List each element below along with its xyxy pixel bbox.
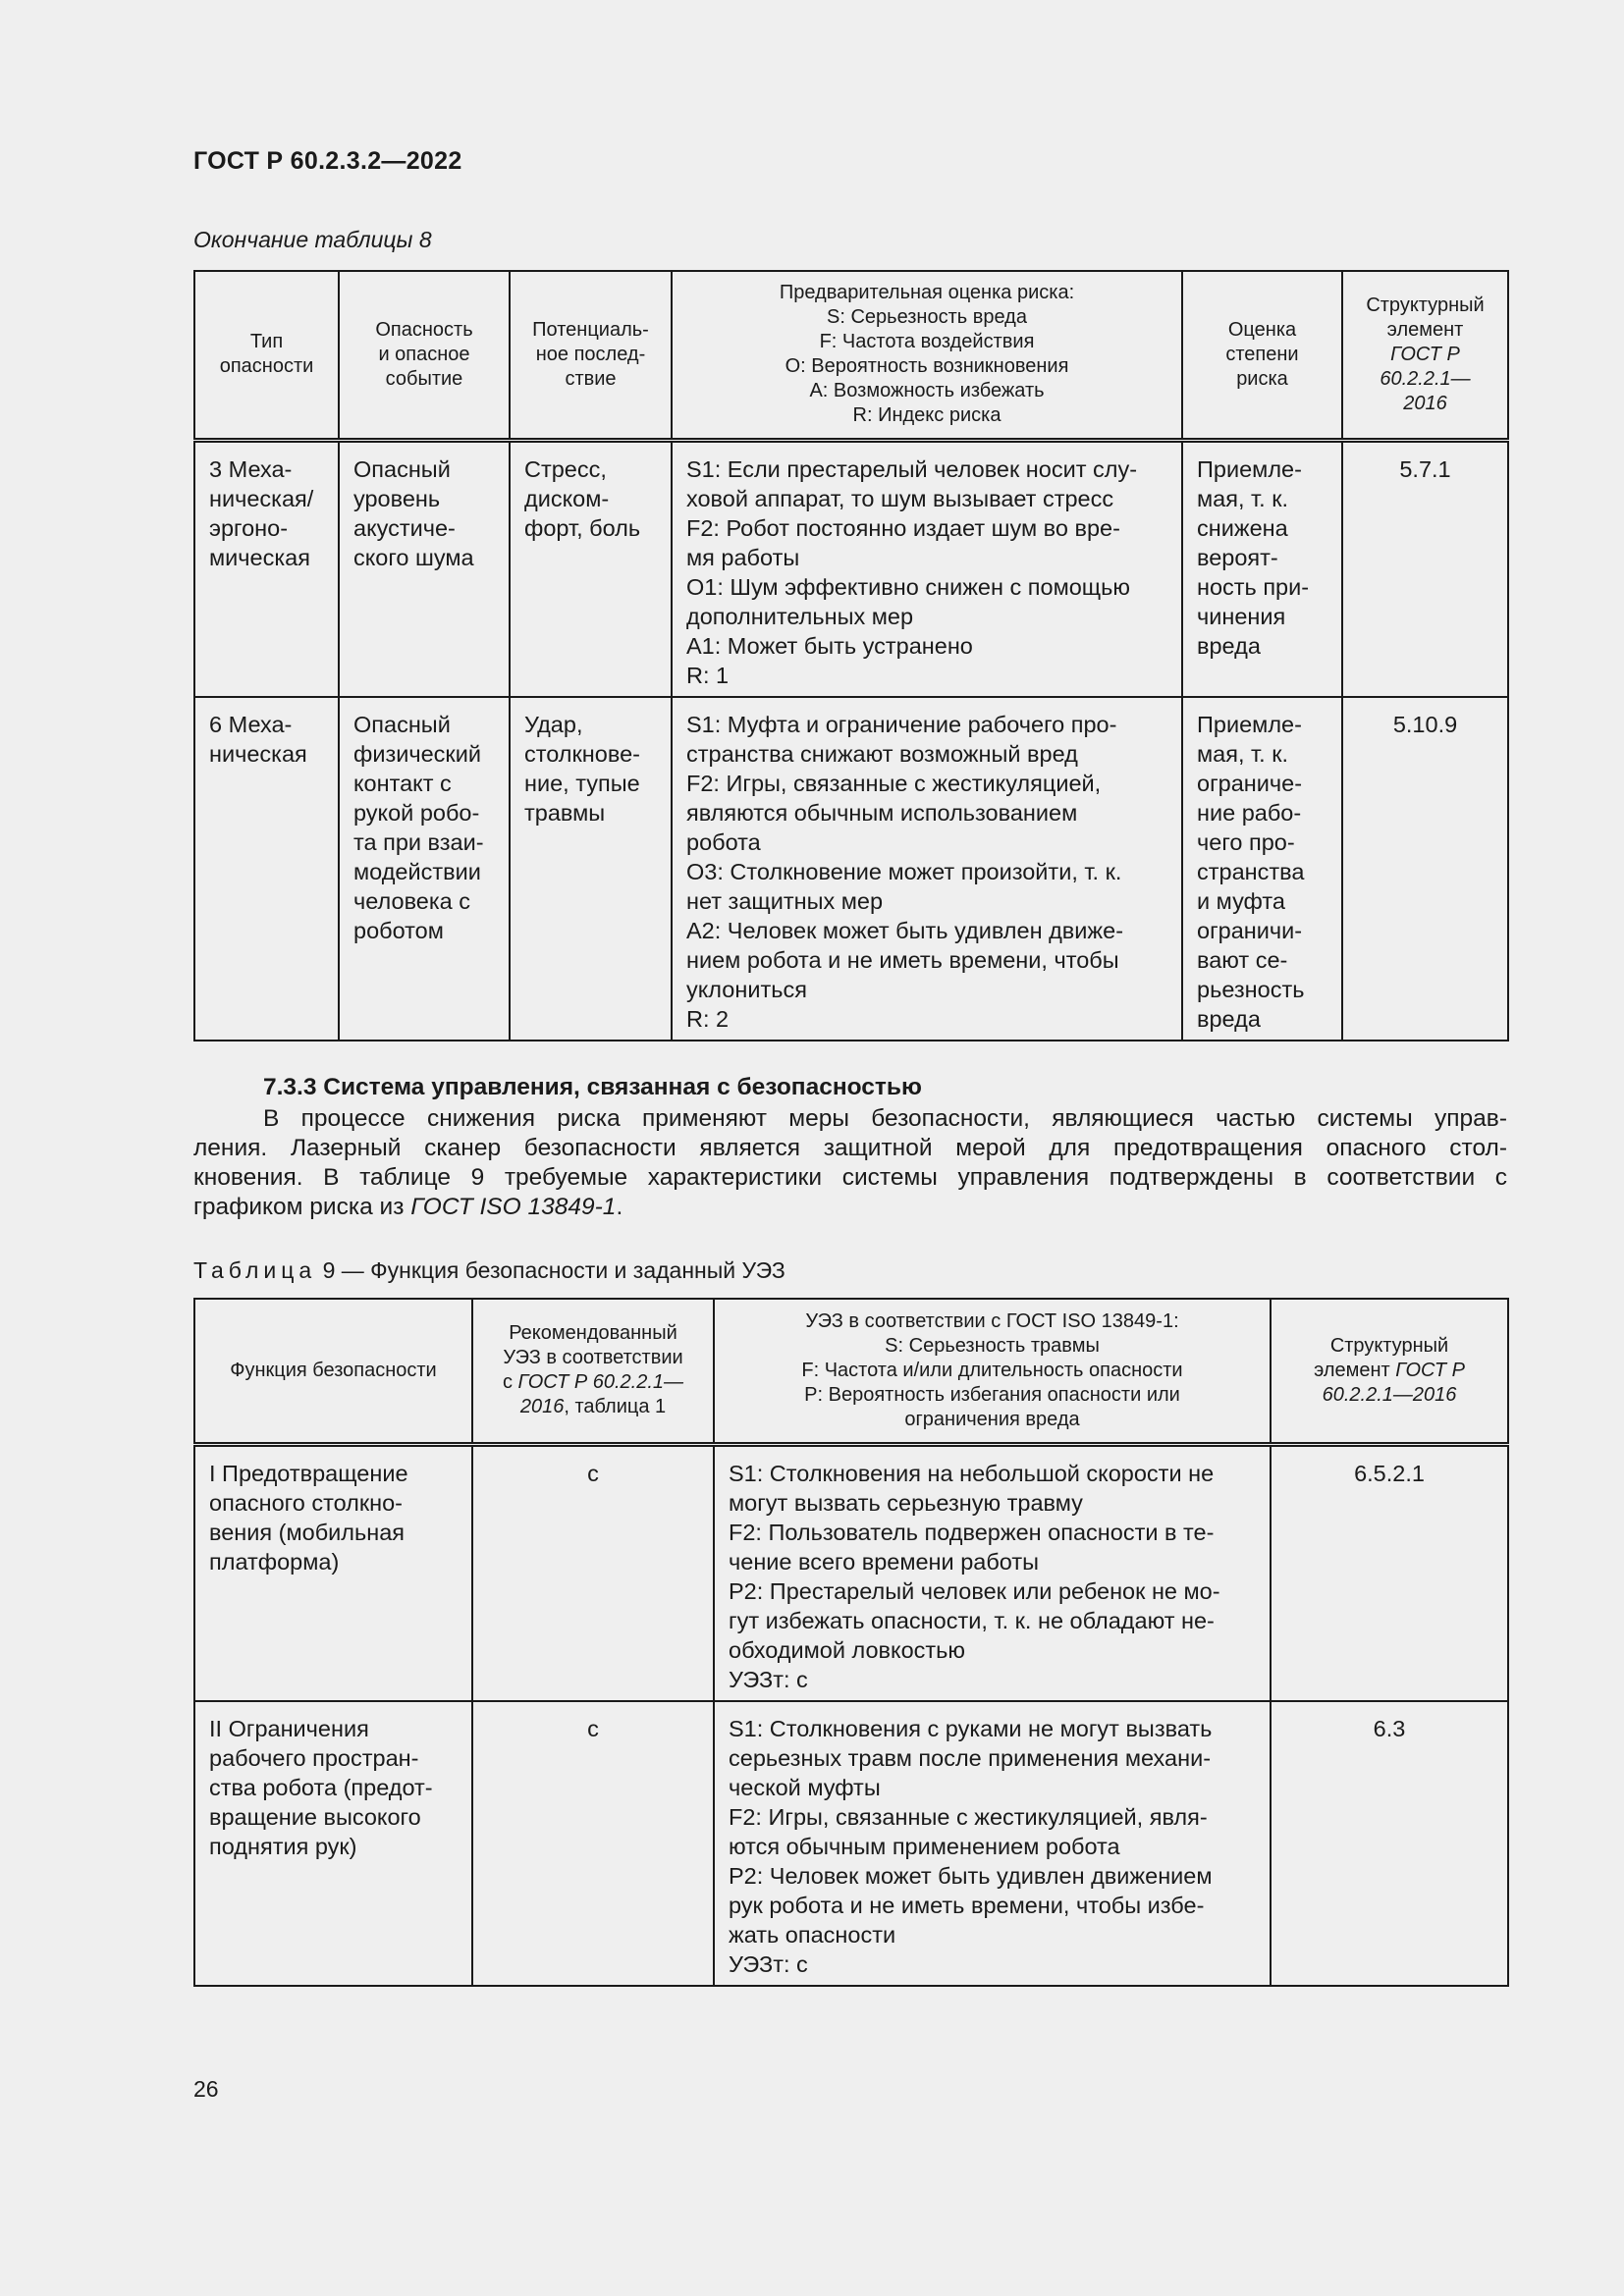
standard-header: ГОСТ Р 60.2.3.2—2022 bbox=[193, 147, 462, 175]
cell-line: вреда bbox=[1197, 1006, 1261, 1032]
assessment-cell bbox=[672, 697, 1182, 1041]
cell-line: рукой робо- bbox=[353, 800, 480, 826]
cell-line: мя работы bbox=[686, 544, 800, 570]
safety-function-cell bbox=[194, 1701, 472, 1986]
cell-line: чение всего времени работы bbox=[729, 1548, 1039, 1575]
cell-line: I Предотвращение bbox=[209, 1460, 408, 1486]
cell-line: дополнительных мер bbox=[686, 603, 914, 629]
header-line: S: Серьезность травмы bbox=[885, 1334, 1100, 1357]
recommended-pl-cell: c bbox=[472, 1701, 714, 1986]
table9-header-clause bbox=[1271, 1299, 1508, 1444]
cell-line: вращение высокого bbox=[209, 1804, 421, 1830]
cell-line: чинения bbox=[1197, 603, 1286, 629]
table-9 bbox=[193, 1298, 1509, 1987]
cell-line: мая, т. к. bbox=[1197, 741, 1289, 767]
cell-line: ние рабо- bbox=[1197, 800, 1302, 826]
cell-line: рьезность bbox=[1197, 977, 1305, 1002]
cell-line: могут вызвать серьезную травму bbox=[729, 1489, 1083, 1516]
cell-line: F2: Игры, связанные с жестикуляцией, явля- bbox=[729, 1804, 1208, 1830]
header-line: событие bbox=[385, 367, 463, 390]
cell-line: УЭЗт: c bbox=[729, 1951, 808, 1977]
header-line: элемент bbox=[1386, 318, 1464, 341]
cell-line: опасного столкно- bbox=[209, 1489, 403, 1516]
cell-line: модействии bbox=[353, 859, 481, 884]
header-line: O: Вероятность возникновения bbox=[785, 355, 1069, 378]
page-number: 26 bbox=[193, 2076, 219, 2102]
header-line bbox=[483, 1321, 703, 1346]
header-line-plain: Рекомендованный bbox=[509, 1322, 677, 1345]
header-line: Структурный bbox=[1366, 294, 1485, 316]
header-line-plain: , таблица 1 bbox=[564, 1396, 667, 1418]
table9-header-recommended-pl bbox=[472, 1299, 714, 1444]
cell-line: УЭЗт: c bbox=[729, 1666, 808, 1692]
header-line-italic: ГОСТ Р bbox=[1395, 1359, 1465, 1381]
table9-header-safety-function bbox=[194, 1299, 472, 1444]
cell-line: S1: Столкновения на небольшой скорости не bbox=[729, 1460, 1215, 1486]
section-heading: 7.3.3 Система управления, связанная с безопасностью bbox=[263, 1074, 922, 1100]
table8-header-consequence bbox=[510, 271, 672, 440]
paragraph-line: ления. Лазерный сканер безопасности является защитной мерой для предотвращения опасного стол- bbox=[193, 1135, 1507, 1161]
header-line bbox=[1281, 1359, 1497, 1383]
paragraph-last-line bbox=[193, 1193, 1507, 1222]
section-paragraph bbox=[193, 1104, 1507, 1222]
cell-line: уклониться bbox=[686, 977, 807, 1002]
header-line: ограничения вреда bbox=[904, 1408, 1080, 1430]
cell-line: поднятия рук) bbox=[209, 1834, 357, 1859]
cell-line: являются обычным использованием bbox=[686, 800, 1078, 826]
header-line: опасности bbox=[219, 355, 314, 378]
cell-line: A1: Может быть устранено bbox=[686, 632, 973, 659]
header-line: степени bbox=[1225, 343, 1299, 365]
header-line: риска bbox=[1236, 367, 1288, 390]
hazard-event-cell bbox=[339, 440, 510, 697]
safety-function-cell bbox=[194, 1444, 472, 1701]
table9-caption-text: 9 — Функция безопасности и заданный УЭЗ bbox=[316, 1257, 785, 1283]
table8-header-hazard-type bbox=[194, 271, 339, 440]
header-line: P: Вероятность избегания опасности или bbox=[804, 1383, 1180, 1406]
header-line: Потенциаль- bbox=[532, 318, 649, 341]
cell-line: A2: Человек может быть удивлен движе- bbox=[686, 918, 1124, 943]
cell-line: R: 2 bbox=[686, 1006, 730, 1032]
header-line-italic: 60.2.2.1—2016 bbox=[1322, 1383, 1457, 1406]
cell-line: чего про- bbox=[1197, 829, 1295, 855]
cell-line: форт, боль bbox=[524, 514, 641, 541]
cell-line: та при взаи- bbox=[353, 829, 484, 855]
cell-line: Приемле- bbox=[1197, 712, 1302, 737]
cell-line: робота bbox=[686, 829, 761, 855]
hazard-type-cell bbox=[194, 697, 339, 1041]
risk-estimate-cell bbox=[1182, 697, 1342, 1041]
header-line: УЭЗ в соответствии с ГОСТ ISO 13849-1: bbox=[805, 1309, 1179, 1332]
header-line: ствие bbox=[565, 367, 617, 390]
table8-header-risk-estimate bbox=[1182, 271, 1342, 440]
consequence-cell bbox=[510, 697, 672, 1041]
cell-line: акустиче- bbox=[353, 514, 456, 541]
clause-cell: 6.3 bbox=[1271, 1701, 1508, 1986]
cell-line: гут избежать опасности, т. к. не обладают не- bbox=[729, 1607, 1215, 1633]
header-line-plain: с bbox=[502, 1371, 518, 1394]
table9-caption-label: Таблица bbox=[193, 1257, 317, 1283]
cell-line: Удар, bbox=[524, 712, 583, 737]
cell-line: рук робота и не иметь времени, чтобы избе- bbox=[729, 1893, 1205, 1918]
cell-line: серьезных травм после применения механи- bbox=[729, 1745, 1212, 1771]
clause-cell: 6.5.2.1 bbox=[1271, 1444, 1508, 1701]
cell-line: ограничи- bbox=[1197, 918, 1303, 943]
table9-header-pl-assessment bbox=[714, 1299, 1271, 1444]
standard-reference: ГОСТ ISO 13849-1 bbox=[410, 1194, 617, 1220]
cell-line: вения (мобильная bbox=[209, 1519, 406, 1545]
cell-line: 3 Меха- bbox=[209, 455, 293, 482]
paragraph-line: кновения. В таблице 9 требуемые характеристики системы управления подтверждены в соответствии с bbox=[193, 1164, 1507, 1191]
header-line: ное послед- bbox=[535, 343, 646, 365]
cell-line: S1: Если престарелый человек носит слу- bbox=[686, 455, 1138, 482]
cell-line: Приемле- bbox=[1197, 455, 1302, 482]
table-8 bbox=[193, 270, 1509, 1041]
consequence-cell bbox=[510, 440, 672, 697]
table8-continuation-caption: Окончание таблицы 8 bbox=[193, 227, 432, 252]
paragraph-last-suffix: . bbox=[616, 1194, 623, 1220]
header-line-italic: 2016 bbox=[519, 1396, 565, 1418]
cell-line: и муфта bbox=[1197, 888, 1285, 914]
header-line: Опасность bbox=[375, 318, 473, 341]
header-line bbox=[483, 1395, 703, 1419]
clause-cell: 5.10.9 bbox=[1342, 697, 1508, 1041]
cell-line: Опасный bbox=[353, 712, 451, 737]
cell-line: ность при- bbox=[1197, 573, 1310, 600]
table8-header-clause bbox=[1342, 271, 1508, 440]
table-row bbox=[194, 1701, 1508, 1986]
cell-line: нием робота и не иметь времени, чтобы bbox=[686, 947, 1119, 973]
cell-line: ческой муфты bbox=[729, 1775, 881, 1800]
cell-line: вают се- bbox=[1197, 947, 1288, 973]
cell-line: обходимой ловкостью bbox=[729, 1636, 966, 1663]
cell-line: человека с bbox=[353, 888, 471, 914]
cell-line: столкнове- bbox=[524, 741, 640, 767]
cell-line: ническая/ bbox=[209, 485, 314, 511]
header-line bbox=[1281, 1383, 1497, 1408]
cell-line: F2: Пользователь подвержен опасности в те- bbox=[729, 1519, 1215, 1545]
cell-line: вреда bbox=[1197, 632, 1261, 659]
cell-line: вероят- bbox=[1197, 544, 1278, 570]
header-line bbox=[483, 1346, 703, 1370]
header-line: Функция безопасности bbox=[230, 1359, 437, 1381]
header-line: Предварительная оценка риска: bbox=[779, 282, 1075, 304]
cell-line: II Ограничения bbox=[209, 1716, 369, 1741]
header-line: S: Серьезность вреда bbox=[827, 306, 1027, 329]
cell-line: O3: Столкновение может произойти, т. к. bbox=[686, 859, 1122, 884]
cell-line: Опасный bbox=[353, 455, 451, 482]
cell-line: P2: Престарелый человек или ребенок не мо- bbox=[729, 1577, 1220, 1604]
hazard-type-cell bbox=[194, 440, 339, 697]
cell-line: эргоно- bbox=[209, 514, 289, 541]
table-row bbox=[194, 440, 1508, 697]
header-line: A: Возможность избежать bbox=[809, 380, 1045, 402]
cell-line: жать опасности bbox=[729, 1922, 896, 1948]
paragraph-last-prefix: графиком риска из bbox=[193, 1194, 411, 1220]
cell-line: ограниче- bbox=[1197, 771, 1303, 796]
cell-line: S1: Столкновения с руками не могут вызвать bbox=[729, 1716, 1213, 1741]
cell-line: травмы bbox=[524, 800, 606, 826]
cell-line: ническая bbox=[209, 741, 307, 767]
header-line: R: Индекс риска bbox=[852, 404, 1001, 427]
cell-line: 6 Меха- bbox=[209, 712, 293, 737]
header-line: F: Частота воздействия bbox=[819, 331, 1035, 353]
cell-line: странства снижают возможный вред bbox=[686, 741, 1078, 767]
cell-line: F2: Робот постоянно издает шум во вре- bbox=[686, 514, 1120, 541]
cell-line: P2: Человек может быть удивлен движением bbox=[729, 1863, 1213, 1889]
header-line: F: Частота и/или длительность опасности bbox=[801, 1359, 1183, 1381]
cell-line: Стресс, bbox=[524, 455, 607, 482]
cell-line: роботом bbox=[353, 918, 444, 943]
cell-line: странства bbox=[1197, 859, 1305, 884]
cell-line: физический bbox=[353, 741, 481, 767]
cell-line: снижена bbox=[1197, 514, 1288, 541]
header-line bbox=[483, 1370, 703, 1395]
header-line-italic: ГОСТ Р 60.2.2.1— bbox=[517, 1371, 684, 1394]
header-line: 60.2.2.1— bbox=[1380, 367, 1471, 390]
cell-line: ются обычным применением робота bbox=[729, 1834, 1120, 1859]
cell-line: уровень bbox=[353, 485, 441, 511]
header-line-plain: Структурный bbox=[1329, 1334, 1449, 1357]
cell-line: платформа) bbox=[209, 1548, 340, 1575]
cell-line: нет защитных мер bbox=[686, 888, 884, 914]
cell-line: O1: Шум эффективно снижен с помощью bbox=[686, 573, 1130, 600]
cell-line: рабочего простран- bbox=[209, 1745, 419, 1771]
header-line: и опасное bbox=[378, 343, 470, 365]
recommended-pl-cell: c bbox=[472, 1444, 714, 1701]
table8-header-preliminary-assessment bbox=[672, 271, 1182, 440]
cell-line: мая, т. к. bbox=[1197, 485, 1289, 511]
paragraph-line: В процессе снижения риска применяют меры безопасности, являющиеся частью системы управ- bbox=[263, 1105, 1507, 1132]
table-row bbox=[194, 697, 1508, 1041]
cell-line: мическая bbox=[209, 544, 310, 570]
table8-header-row bbox=[194, 271, 1508, 440]
header-line: ГОСТ Р bbox=[1390, 343, 1460, 365]
pl-assessment-cell bbox=[714, 1444, 1271, 1701]
clause-cell: 5.7.1 bbox=[1342, 440, 1508, 697]
risk-estimate-cell bbox=[1182, 440, 1342, 697]
cell-line: ства робота (предот- bbox=[209, 1775, 433, 1800]
cell-line: диском- bbox=[524, 485, 610, 511]
header-line: 2016 bbox=[1403, 392, 1447, 414]
assessment-cell bbox=[672, 440, 1182, 697]
cell-line: ние, тупые bbox=[524, 771, 640, 796]
cell-line: R: 1 bbox=[686, 662, 730, 688]
table9-caption bbox=[193, 1257, 785, 1284]
cell-line: S1: Муфта и ограничение рабочего про- bbox=[686, 712, 1117, 737]
cell-line: контакт с bbox=[353, 771, 452, 796]
table-row bbox=[194, 1444, 1508, 1701]
hazard-event-cell bbox=[339, 697, 510, 1041]
header-line-plain: элемент bbox=[1314, 1359, 1396, 1381]
cell-line: ховой аппарат, то шум вызывает стресс bbox=[686, 485, 1114, 511]
header-line-plain: УЭЗ в соответствии bbox=[503, 1347, 683, 1369]
header-line: Оценка bbox=[1227, 318, 1297, 341]
table8-header-hazard-event bbox=[339, 271, 510, 440]
table9-header-row bbox=[194, 1299, 1508, 1444]
header-line bbox=[1281, 1334, 1497, 1359]
cell-line: ского шума bbox=[353, 544, 474, 570]
header-line: Тип bbox=[249, 331, 284, 353]
cell-line: F2: Игры, связанные с жестикуляцией, bbox=[686, 771, 1102, 796]
pl-assessment-cell bbox=[714, 1701, 1271, 1986]
